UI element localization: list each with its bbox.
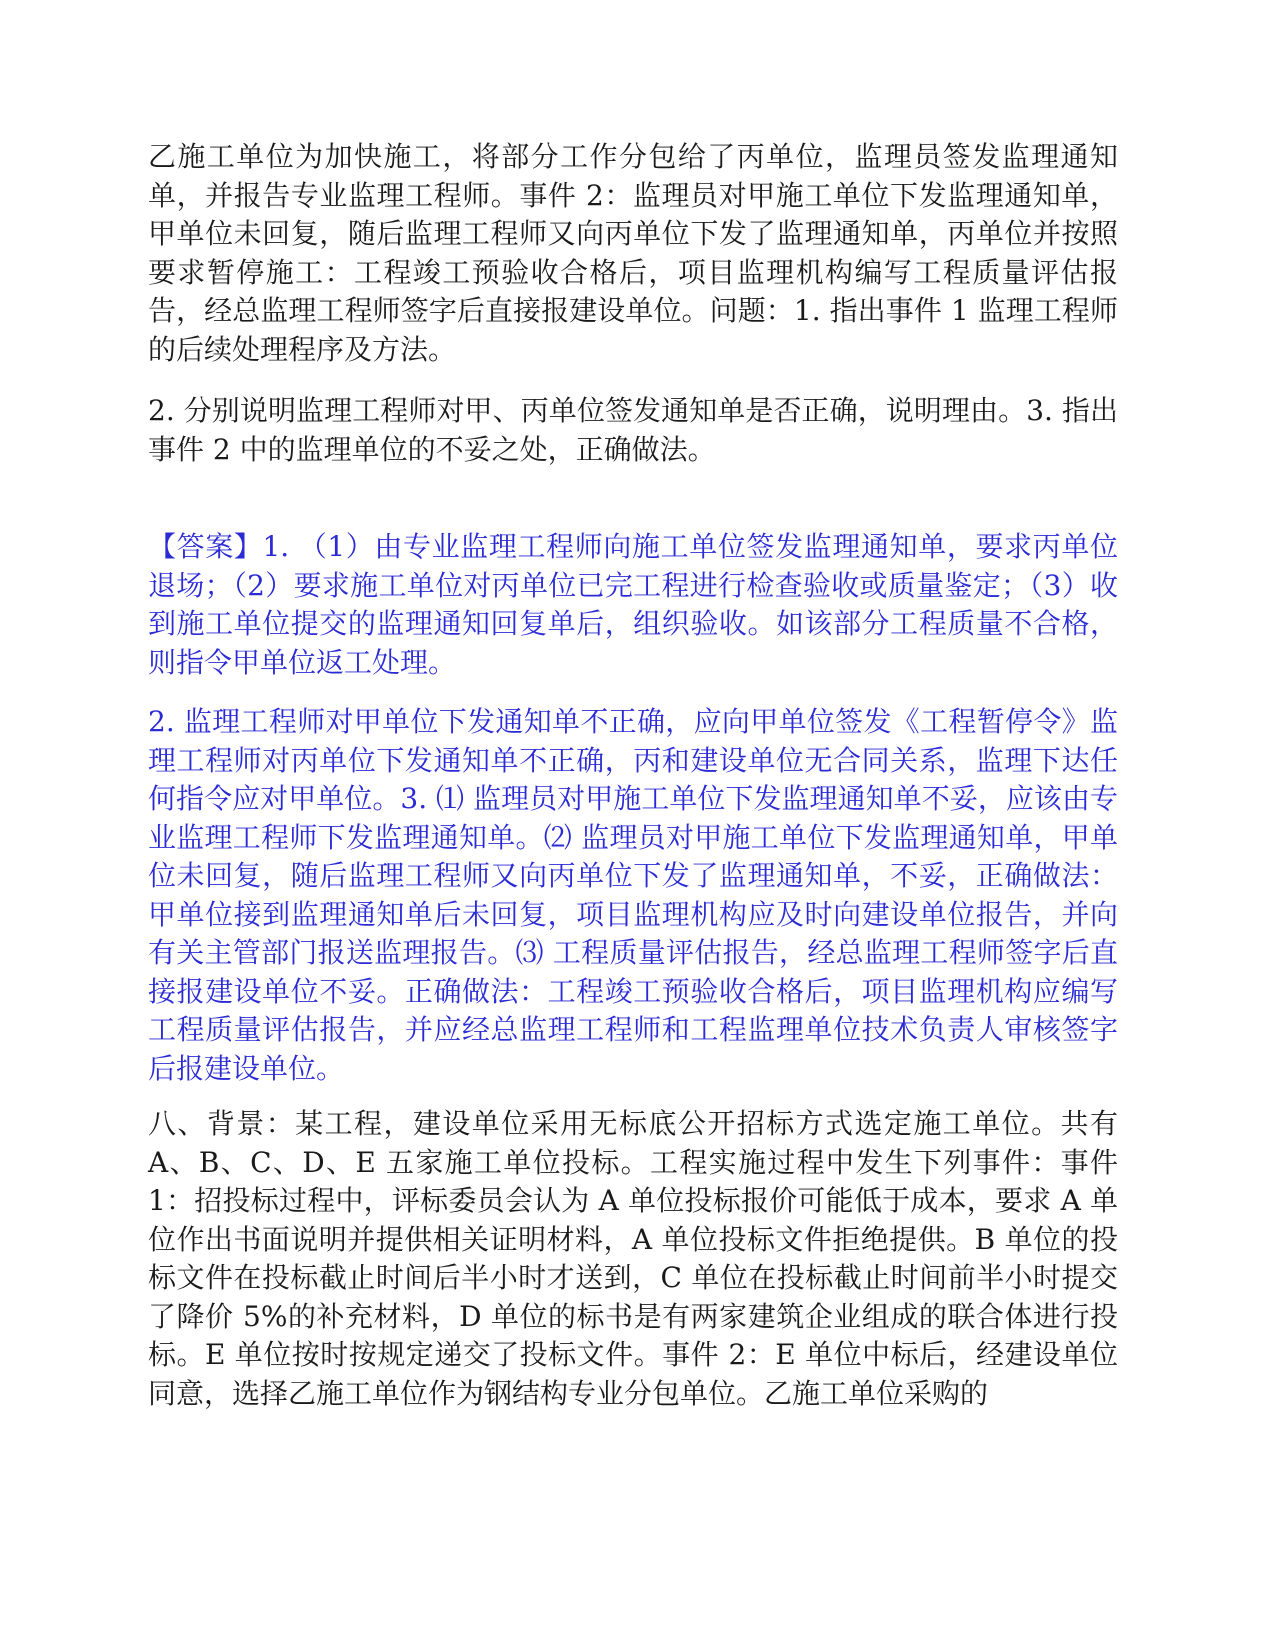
- question-paragraph-1: 乙施工单位为加快施工，将部分工作分包给了丙单位，监理员签发监理通知单，并报告专业监理工程师。事件 2：监理员对甲施工单位下发监理通知单，甲单位未回复，随后监理工程师又向丙单位下发了监理通知单，丙单位并按照要求暂停施工：工程竣工预验收合格后，项目监理机构编写工程质量评估报告，经总监理工程师签字后直接报建设单位。问题：1. 指出事件 1 监理工程师的后续处理程序及方法。: [148, 140, 1118, 366]
- answer-paragraph-2: 2. 监理工程师对甲单位下发通知单不正确，应向甲单位签发《工程暂停令》监理工程师对丙单位下发通知单不正确，丙和建设单位无合同关系，监理下达任何指令应对甲单位。3. ⑴ 监理员对甲施工单位下发监理通知单不妥，应该由专业监理工程师下发监理通知单。⑵ 监理员对甲施工单位下发监理通知单，甲单位未回复，随后监理工程师又向丙单位下发了监理通知单，不妥，正确做法：甲单位接到监理通知单后未回复，项目监理机构应及时向建设单位报告，并向有关主管部门报送监理报告。⑶ 工程质量评估报告，经总监理工程师签字后直接报建设单位不妥。正确做法：工程竣工预验收合格后，项目监理机构应编写工程质量评估报告，并应经总监理工程师和工程监理单位技术负责人审核签字后报建设单位。: [148, 705, 1118, 1085]
- next-question-paragraph: 八、背景：某工程，建设单位采用无标底公开招标方式选定施工单位。共有 A、B、C、D、E 五家施工单位投标。工程实施过程中发生下列事件：事件 1：招投标过程中，评标委员会认为 A 单位投标报价可能低于成本，要求 A 单位作出书面说明并提供相关证明材料，A 单位投标文件拒绝提供。B 单位的投标文件在投标截止时间后半小时才送到，C 单位在投标截止时间前半小时提交了降价 5%的补充材料，D 单位的标书是有两家建筑企业组成的联合体进行投标。E 单位按时按规定递交了投标文件。事件 2：E 单位中标后，经建设单位同意，选择乙施工单位作为钢结构专业分包单位。乙施工单位采购的: [148, 1107, 1118, 1410]
- question-paragraph-2: 2. 分别说明监理工程师对甲、丙单位签发通知单是否正确，说明理由。3. 指出事件 2 中的监理单位的不妥之处，正确做法。: [148, 394, 1118, 466]
- answer-paragraph-1: 【答案】1. （1）由专业监理工程师向施工单位签发监理通知单，要求丙单位退场；（2）要求施工单位对丙单位已完工程进行检查验收或质量鉴定；（3）收到施工单位提交的监理通知回复单后，组织验收。如该部分工程质量不合格，则指令甲单位返工处理。: [148, 530, 1118, 679]
